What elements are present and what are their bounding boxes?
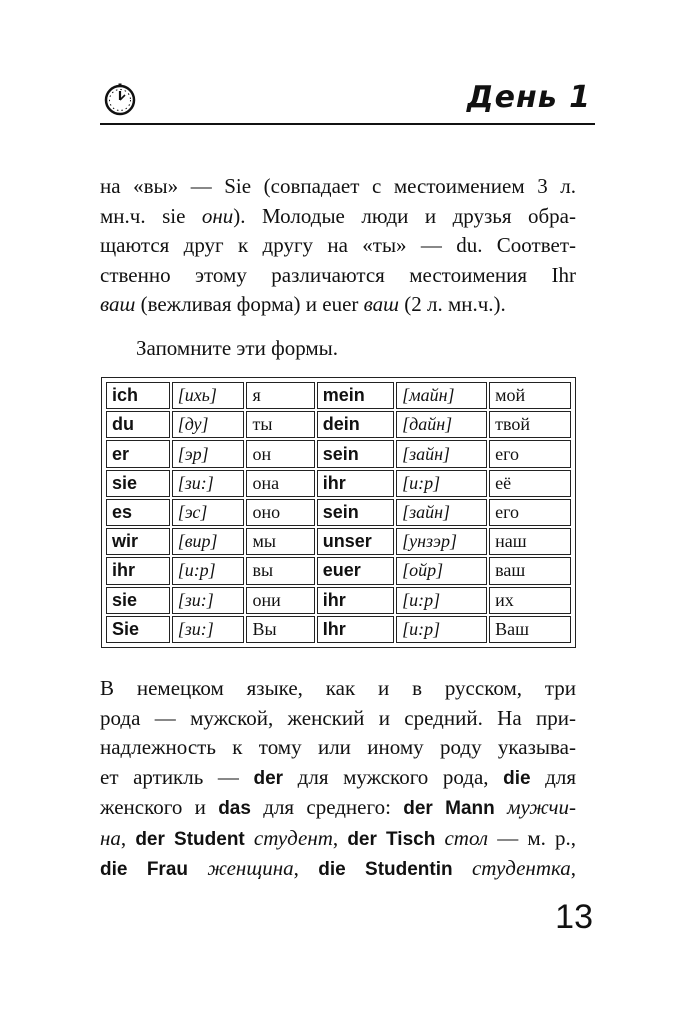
text-line: ственно этому различаются местоимения Ihr: [100, 262, 576, 287]
clock-icon: [103, 83, 137, 117]
transcription-cell: [зайн]: [396, 499, 487, 526]
russian-possessive-cell: мой: [489, 382, 571, 409]
text-line: на «вы» — Sie (совпадает с местоимением 3 л.: [100, 174, 576, 198]
text-line: die Frau женщина, die Studentin студентка,: [100, 856, 577, 880]
transcription-cell: [зи:]: [172, 587, 245, 614]
german-possessive-cell: ihr: [317, 470, 394, 497]
german-pronoun-cell: Sie: [106, 616, 170, 643]
russian-pronoun-cell: он: [246, 440, 314, 467]
text-line: мн.ч. sie они). Молодые люди и друзья обра-: [100, 203, 576, 228]
table-row: [106, 382, 571, 409]
german-pronoun-cell: sie: [106, 587, 170, 614]
russian-pronoun-cell: она: [246, 470, 314, 497]
page-number: 13: [555, 898, 593, 936]
russian-possessive-cell: наш: [489, 528, 571, 555]
russian-possessive-cell: её: [489, 470, 571, 497]
transcription-cell: [и:р]: [396, 616, 487, 643]
transcription-cell: [и:р]: [396, 587, 487, 614]
transcription-cell: [ихь]: [172, 382, 245, 409]
russian-pronoun-cell: вы: [246, 557, 314, 584]
table-row: [106, 440, 571, 467]
text-line: щаются друг к другу на «ты» — du. Соответ-: [100, 233, 576, 257]
transcription-cell: [и:р]: [396, 470, 487, 497]
table-row: [106, 470, 571, 497]
russian-pronoun-cell: оно: [246, 499, 314, 526]
intro-line: Запомните эти формы.: [136, 336, 339, 360]
russian-pronoun-cell: мы: [246, 528, 314, 555]
transcription-cell: [зайн]: [396, 440, 487, 467]
transcription-cell: [дайн]: [396, 411, 487, 438]
table-row: [106, 499, 571, 526]
text-line: ваш (вежливая форма) и euer ваш (2 л. мн.ч.).: [100, 292, 506, 316]
text-line: на, der Student студент, der Tisch стол — м. р.,: [100, 825, 577, 850]
table-row: [106, 616, 571, 643]
german-pronoun-cell: es: [106, 499, 170, 526]
paragraph-gender-articles: [100, 674, 576, 885]
transcription-cell: [ду]: [172, 411, 245, 438]
german-possessive-cell: sein: [317, 440, 394, 467]
russian-possessive-cell: твой: [489, 411, 571, 438]
text-line: В немецком языке, как и в русском, три: [100, 676, 576, 700]
header-rule: [100, 123, 595, 125]
german-possessive-cell: unser: [317, 528, 394, 555]
russian-possessive-cell: его: [489, 440, 571, 467]
german-possessive-cell: mein: [317, 382, 394, 409]
german-pronoun-cell: ich: [106, 382, 170, 409]
german-possessive-cell: ihr: [317, 587, 394, 614]
german-possessive-cell: euer: [317, 557, 394, 584]
russian-possessive-cell: ваш: [489, 557, 571, 584]
german-pronoun-cell: sie: [106, 470, 170, 497]
paragraph-sie-forms: [100, 172, 576, 320]
text-line: рода — мужской, женский и средний. На при-: [100, 705, 576, 730]
german-possessive-cell: Ihr: [317, 616, 394, 643]
russian-pronoun-cell: я: [246, 382, 314, 409]
transcription-cell: [вир]: [172, 528, 245, 555]
russian-pronoun-cell: ты: [246, 411, 314, 438]
day-title: День 1: [466, 80, 591, 115]
table-row: [106, 411, 571, 438]
transcription-cell: [зи:]: [172, 470, 245, 497]
transcription-cell: [майн]: [396, 382, 487, 409]
table-row: [106, 587, 571, 614]
text-line: женского и das для среднего: der Mann мужчи-: [100, 795, 577, 819]
transcription-cell: [ойр]: [396, 557, 487, 584]
german-pronoun-cell: du: [106, 411, 170, 438]
german-possessive-cell: dein: [317, 411, 394, 438]
transcription-cell: [и:р]: [172, 557, 245, 584]
transcription-cell: [эр]: [172, 440, 245, 467]
transcription-cell: [зи:]: [172, 616, 245, 643]
russian-possessive-cell: его: [489, 499, 571, 526]
transcription-cell: [унзэр]: [396, 528, 487, 555]
page-header: [100, 76, 595, 128]
table-row: [106, 557, 571, 584]
pronoun-table: [101, 377, 576, 648]
german-pronoun-cell: wir: [106, 528, 170, 555]
russian-possessive-cell: их: [489, 587, 571, 614]
russian-pronoun-cell: Вы: [246, 616, 314, 643]
russian-possessive-cell: Ваш: [489, 616, 571, 643]
transcription-cell: [эс]: [172, 499, 245, 526]
table-row: [106, 528, 571, 555]
text-line: ет артикль — der для мужского рода, die для: [100, 764, 576, 789]
german-possessive-cell: sein: [317, 499, 394, 526]
russian-pronoun-cell: они: [246, 587, 314, 614]
text-line: надлежность к тому или иному роду указыва-: [100, 735, 576, 759]
german-pronoun-cell: er: [106, 440, 170, 467]
german-pronoun-cell: ihr: [106, 557, 170, 584]
